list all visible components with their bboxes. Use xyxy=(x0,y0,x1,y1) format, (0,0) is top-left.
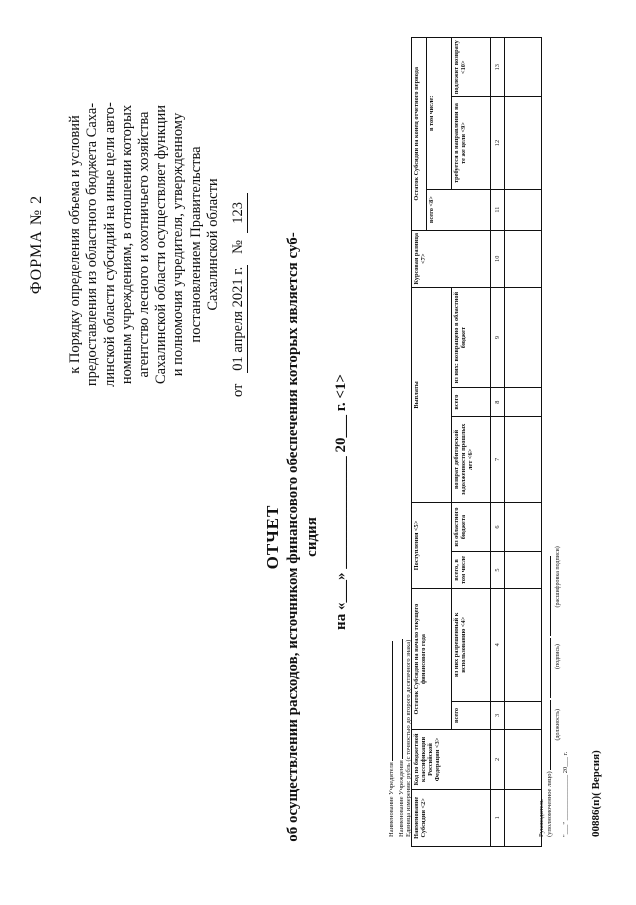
institution-field[interactable] xyxy=(396,639,403,759)
header-line: Сахалинской области xyxy=(204,178,221,311)
col-header-receipts: Поступления <5> xyxy=(412,502,452,588)
signature-date: "___" ______________ 20___ г. xyxy=(562,751,569,837)
col-header-required: требуется в направлении на те же цели <9> xyxy=(452,97,491,189)
head-label: Руководитель xyxy=(538,799,545,837)
header-line: постановлением Правительства xyxy=(187,146,204,343)
column-number: 2 xyxy=(491,730,505,789)
table-cell[interactable] xyxy=(505,230,542,287)
header-line: линской области субсидий на иные цели авто- xyxy=(101,102,118,387)
founder-field[interactable] xyxy=(386,641,393,761)
position-caption: (должность) xyxy=(555,709,561,741)
column-number: 5 xyxy=(491,552,505,589)
col-header-budget-code: Код по бюджетной классификации Российской Федерации <3> xyxy=(412,730,491,789)
column-number: 8 xyxy=(491,388,505,417)
column-number: 4 xyxy=(491,588,505,701)
column-number: 7 xyxy=(491,416,505,502)
header-line: к Порядку определения объема и условий xyxy=(67,115,84,374)
header-line: номным учреждениям, в отношении которых xyxy=(118,104,135,385)
table-cell[interactable] xyxy=(505,388,542,417)
header-line: предоставления из областного бюджета Саха- xyxy=(84,102,101,387)
date-prefix: от xyxy=(230,383,247,397)
column-number: 9 xyxy=(491,287,505,387)
column-number: 6 xyxy=(491,502,505,551)
col-header-debt-return: возврат дебиторской задолженности прошлых лет <6> xyxy=(452,416,491,502)
rotated-page-content xyxy=(18,17,618,887)
col-header-including: в том числе: xyxy=(427,38,452,190)
table-cell[interactable] xyxy=(505,38,542,97)
signature-block xyxy=(538,528,570,838)
table-cell[interactable] xyxy=(505,287,542,387)
report-date-line: на «___» _______________ 20___ г. <1> xyxy=(333,374,349,630)
column-number: 1 xyxy=(491,789,505,846)
position-field[interactable] xyxy=(550,700,551,770)
col-header-subsidy-name: Наименование Субсидии <2> xyxy=(412,789,491,846)
form-label: ФОРМА № 2 xyxy=(28,194,45,295)
founder-label: Наименование Учредителя xyxy=(388,762,395,837)
unit-label: Единица измерения: рубль (с точностью до второго десятичного знака) xyxy=(405,639,412,837)
resolution-date-line xyxy=(230,72,248,417)
col-header-total-8: всего <8> xyxy=(427,189,491,230)
column-number: 10 xyxy=(491,230,505,287)
column-number: 11 xyxy=(491,189,505,230)
col-header-permitted: из них разрешенный к использованию <4> xyxy=(452,588,491,701)
column-number: 3 xyxy=(491,701,505,730)
number-label: № xyxy=(230,240,247,254)
column-number-row xyxy=(491,38,505,847)
table-cell[interactable] xyxy=(505,701,542,730)
report-title: ОТЧЕТ xyxy=(263,504,282,570)
col-header-receipts-total: всего, в том числе xyxy=(452,552,491,589)
version-label: 00886(п)( Версия) xyxy=(590,750,602,837)
table-cell[interactable] xyxy=(505,789,542,846)
report-subtitle: об осуществлении расходов, источником финансового обеспечения которых является суб- xyxy=(285,232,301,842)
col-header-payments-total: всего xyxy=(452,388,491,417)
decode-field[interactable] xyxy=(550,556,551,636)
table-cell[interactable] xyxy=(505,97,542,189)
table-cell[interactable] xyxy=(505,552,542,589)
report-title-block xyxy=(263,217,350,857)
col-header-returned: из них: возвращено в областной бюджет xyxy=(452,287,491,387)
table-cell[interactable] xyxy=(505,502,542,551)
col-header-total: всего xyxy=(452,701,491,730)
col-header-to-return: подлежит возврату <10> xyxy=(452,38,491,97)
col-header-exchange: Курсовая разница <7> xyxy=(412,230,491,287)
institution-label: Наименование Учреждения xyxy=(397,760,405,837)
column-number: 13 xyxy=(491,38,505,97)
appendix-header xyxy=(28,72,248,417)
resolution-date: 01 апреля 2021 г. xyxy=(230,265,248,373)
header-line: и полномочия учредителя, утвержденному xyxy=(170,112,187,377)
signature-field[interactable] xyxy=(550,638,551,698)
signature-caption: (подпись) xyxy=(555,644,561,669)
report-meta xyxy=(386,639,413,837)
col-header-balance-end: Остаток Субсидии на конец отчетного периода xyxy=(412,38,427,231)
col-header-payments: Выплаты xyxy=(412,287,452,502)
header-line: агентство лесного и охотничьего хозяйства xyxy=(136,111,153,378)
column-number: 12 xyxy=(491,97,505,189)
resolution-number: 123 xyxy=(230,193,248,233)
report-subtitle-cont: сидия xyxy=(304,517,320,557)
decode-caption: (расшифровка подписи) xyxy=(555,546,561,608)
col-header-balance-start: Остаток Субсидии на начало текущего финансового года xyxy=(412,588,452,729)
col-header-from-budget: из областного бюджета xyxy=(452,502,491,551)
table-row xyxy=(505,38,542,847)
authorized-label: (уполномоченное лицо) xyxy=(546,771,553,837)
table-cell[interactable] xyxy=(505,189,542,230)
header-line: Сахалинской области осуществляет функции xyxy=(153,104,170,385)
table-cell[interactable] xyxy=(505,730,542,789)
report-table xyxy=(411,37,542,847)
table-cell[interactable] xyxy=(505,416,542,502)
table-cell[interactable] xyxy=(505,588,542,701)
